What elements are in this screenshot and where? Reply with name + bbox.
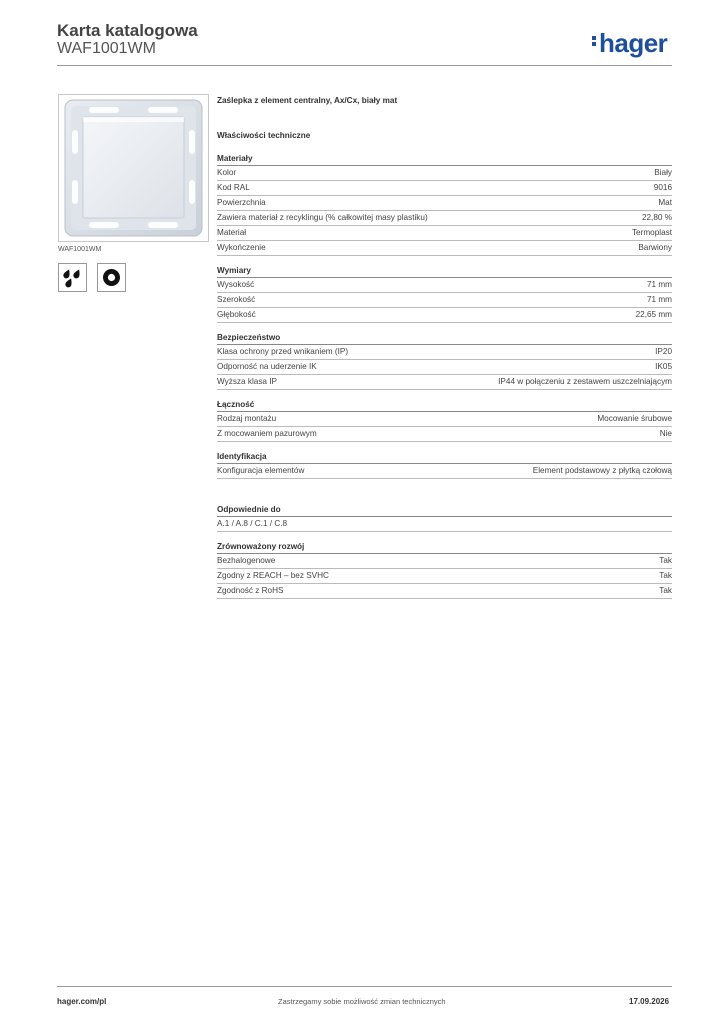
row-label: Powierzchnia <box>217 198 266 207</box>
row-value: 71 mm <box>646 280 672 289</box>
group-title: Łączność <box>217 398 672 412</box>
logo-dots-icon <box>592 34 597 48</box>
row-label: Materiał <box>217 228 247 237</box>
group-title: Materiały <box>217 152 672 166</box>
row-value: Termoplast <box>631 228 672 237</box>
row-value: IP20 <box>655 347 672 356</box>
row-label: Rodzaj montażu <box>217 414 277 423</box>
row-label: Odporność na uderzenie IK <box>217 362 317 371</box>
row-value: Tak <box>659 586 672 595</box>
row-label: Wyższa klasa IP <box>217 377 277 386</box>
row-label: Głębokość <box>217 310 256 319</box>
group-title: Identyfikacja <box>217 450 672 464</box>
table-row <box>217 584 672 599</box>
product-image <box>58 94 209 242</box>
header-subtitle: WAF1001WM <box>57 40 156 57</box>
group-title: Zrównoważony rozwój <box>217 540 672 554</box>
row-label: Klasa ochrony przed wnikaniem (IP) <box>217 347 349 356</box>
table-row <box>217 181 672 196</box>
table-row <box>217 196 672 211</box>
row-value: Nie <box>659 429 672 438</box>
group-title: Bezpieczeństwo <box>217 331 672 345</box>
water-drops-icon <box>58 263 87 292</box>
header-title: Karta katalogowa <box>57 21 198 40</box>
row-label: Konfiguracja elementów <box>217 466 305 475</box>
footer-divider <box>57 986 672 987</box>
table-row <box>217 360 672 375</box>
table-row <box>217 554 672 569</box>
footer-date: 17.09.2026 <box>629 997 670 1006</box>
table-row <box>217 278 672 293</box>
table-row <box>217 293 672 308</box>
product-description: Zaślepka z element centralny, Ax/Cx, biały mat <box>217 96 398 105</box>
row-value: Mocowanie śrubowe <box>597 414 672 423</box>
socket-cover-icon <box>59 95 208 241</box>
row-value: 9016 <box>653 183 672 192</box>
row-value: Biały <box>654 168 672 177</box>
group-title: Wymiary <box>217 264 672 278</box>
table-row <box>217 375 672 390</box>
table-row <box>217 427 672 442</box>
table-row <box>217 166 672 181</box>
logo-text: hager <box>599 28 668 58</box>
footer-website: hager.com/pl <box>57 997 107 1006</box>
table-row <box>217 211 672 226</box>
row-value: IK05 <box>655 362 672 371</box>
row-label: Wysokość <box>217 280 255 289</box>
row-label: Zgodny z REACH – bez SVHC <box>217 571 329 580</box>
row-label: Szerokość <box>217 295 256 304</box>
row-value: 71 mm <box>646 295 672 304</box>
header-divider <box>57 65 672 66</box>
row-value: Barwiony <box>638 243 672 252</box>
row-label: A.1 / A.8 / C.1 / C.8 <box>217 519 288 528</box>
row-label: Kod RAL <box>217 183 250 192</box>
row-label: Kolor <box>217 168 237 177</box>
table-row <box>217 226 672 241</box>
spec-content <box>217 94 672 599</box>
table-row <box>217 412 672 427</box>
footer-disclaimer: Zastrzegamy sobie możliwość zmian technicznych <box>278 997 446 1006</box>
row-label: Zgodność z RoHS <box>217 586 284 595</box>
row-label: Zawiera materiał z recyklingu (% całkowitej masy plastiku) <box>217 213 428 222</box>
row-label: Z mocowaniem pazurowym <box>217 429 317 438</box>
table-row <box>217 517 672 532</box>
row-value: IP44 w połączeniu z zestawem uszczelniającym <box>498 377 672 386</box>
row-value: 22,80 % <box>641 213 672 222</box>
row-value: 22,65 mm <box>635 310 672 319</box>
table-row <box>217 308 672 323</box>
group-title: Odpowiednie do <box>217 503 672 517</box>
row-value: Tak <box>659 556 672 565</box>
table-row <box>217 241 672 256</box>
row-value: Tak <box>659 571 672 580</box>
row-value: Element podstawowy z płytką czołową <box>532 466 672 475</box>
ring-icon <box>97 263 126 292</box>
table-row <box>217 569 672 584</box>
product-caption: WAF1001WM <box>58 246 102 253</box>
section-title: Właściwości techniczne <box>217 131 311 140</box>
row-value: Mat <box>658 198 672 207</box>
row-label: Wykończenie <box>217 243 266 252</box>
hager-logo <box>592 28 667 59</box>
row-label: Bezhalogenowe <box>217 556 276 565</box>
table-row <box>217 345 672 360</box>
table-row <box>217 464 672 479</box>
